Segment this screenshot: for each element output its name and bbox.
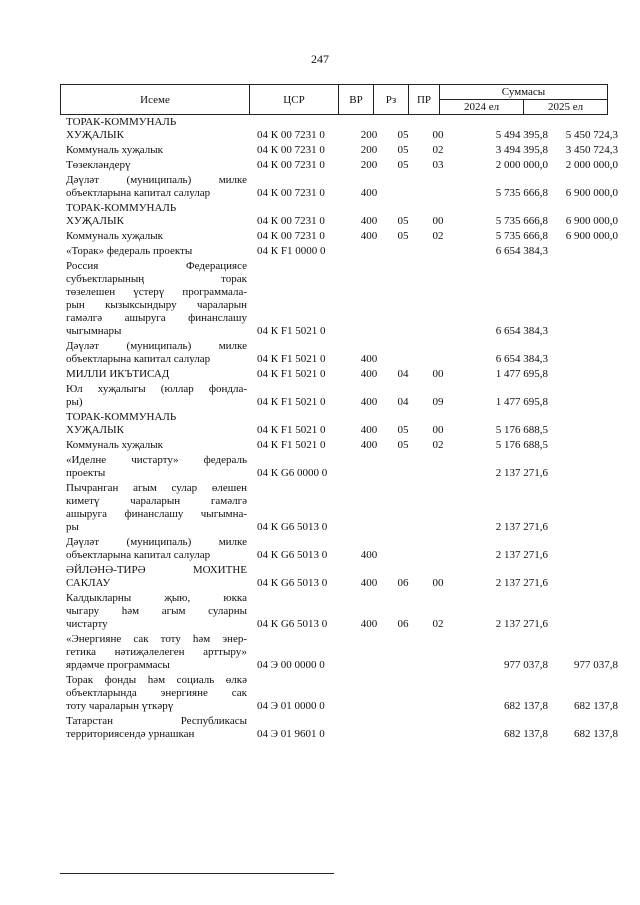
row-name-line: ТОРАК-КОММУНАЛЬ [66,411,177,423]
table-row [0,228,640,243]
row-rz: 05 [397,424,409,436]
row-pr [420,670,456,672]
row-rz [386,256,420,258]
row-sum-2024: 6 654 384,3 [495,353,548,365]
row-name-line: Калдыкларны җыю, юкка [66,592,247,604]
row-name [66,200,247,228]
row-pr: 02 [432,439,444,451]
table-row [0,366,640,381]
table-row [0,672,640,713]
row-sum-2025: 977 037,8 [574,659,618,671]
row-rz: 05 [397,129,409,141]
row-name-line: ТОРАК-КОММУНАЛЬ [66,116,177,128]
row-vr [352,670,386,672]
row-vr [352,739,386,741]
row-name-line: чыгару һәм агым суларны [66,605,247,617]
row-vr [352,336,386,338]
row-vr: 400 [360,396,378,408]
row-sum-2025 [548,629,618,631]
row-csr: 04 Э 01 9601 0 [257,728,325,740]
row-name-line: ры [66,521,79,533]
row-sum-2025 [548,256,618,258]
row-name-line: Дәүләт (муниципаль) милке [66,174,247,186]
row-name [66,437,247,452]
table-row [0,409,640,437]
row-csr: 04 К G6 0000 0 [257,467,328,479]
row-rz: 05 [397,230,409,242]
row-pr [420,198,456,200]
row-rz [386,739,420,741]
row-name [66,114,247,142]
row-sum-2025: 3 450 724,3 [565,144,618,156]
row-name-line: проекты [66,467,106,479]
budget-rows [0,114,640,741]
row-sum-2025 [548,532,618,534]
row-name-line: тоту чараларын үткәрү [66,700,174,712]
row-name [66,366,247,381]
row-csr: 04 К G6 5013 0 [257,577,328,589]
row-sum-2024: 6 654 384,3 [495,245,548,257]
row-rz [386,478,420,480]
row-csr: 04 К G6 5013 0 [257,618,328,630]
row-name-line: ашыруга финанслашу чыгымна- [66,508,247,520]
header-pr: ПР [409,85,440,115]
row-vr: 400 [360,187,378,199]
row-pr: 03 [432,159,444,171]
row-name-line: субъектларының торак [66,273,247,285]
row-name-line: САКЛАУ [66,577,111,589]
row-name-line: ХУҖАЛЫК [66,129,124,141]
row-name [66,672,247,713]
row-sum-2024: 5 735 666,8 [495,230,548,242]
row-pr [420,478,456,480]
row-sum-2025: 6 900 000,0 [565,187,618,199]
table-row [0,631,640,672]
row-name-line: объектларына капитал салулар [66,187,211,199]
row-sum-2024: 1 477 695,8 [495,396,548,408]
table-row [0,590,640,631]
row-pr [420,711,456,713]
row-sum-2024: 1 477 695,8 [495,368,548,380]
row-sum-2024: 2 000 000,0 [495,159,548,171]
table-row [0,534,640,562]
table-row [0,562,640,590]
row-name-line: чыгымнары [66,325,122,337]
row-sum-2024: 2 137 271,6 [495,521,548,533]
row-csr: 04 К F1 5021 0 [257,439,326,451]
row-name-line: ры) [66,396,83,408]
row-name [66,142,247,157]
row-rz: 06 [397,618,409,630]
header-rz: Рз [374,85,409,115]
row-csr: 04 К F1 5021 0 [257,368,326,380]
row-csr: 04 К F1 5021 0 [257,396,326,408]
table-row [0,157,640,172]
row-name-line: объектларында энергияне сак [66,687,247,699]
row-sum-2024: 682 137,8 [504,728,548,740]
row-vr: 400 [360,215,378,227]
row-name [66,157,247,172]
row-sum-2025 [548,588,618,590]
row-name-line: ТОРАК-КОММУНАЛЬ [66,202,177,214]
row-name-line: гетика нәтиҗәлелеген арттыру» [66,646,247,658]
row-pr [420,256,456,258]
row-name [66,713,247,741]
row-name-line: Дәүләт (муниципаль) милке [66,536,247,548]
row-pr [420,532,456,534]
row-name [66,258,247,338]
row-name-line: ХУҖАЛЫК [66,424,124,436]
row-csr: 04 К F1 0000 0 [257,245,326,257]
row-sum-2024: 5 735 666,8 [495,215,548,227]
row-sum-2024: 6 654 384,3 [495,325,548,337]
row-vr [352,256,386,258]
row-name [66,562,247,590]
footnote-divider [60,873,334,874]
row-pr: 02 [432,618,444,630]
row-csr: 04 Э 00 0000 0 [257,659,325,671]
row-pr: 00 [432,368,444,380]
row-sum-2025: 6 900 000,0 [565,215,618,227]
row-name [66,228,247,243]
row-name-line: объектларына капитал салулар [66,353,211,365]
header-sums: Суммасы [440,85,608,100]
row-name-line: Пычранган агым сулар өлешен [66,482,247,494]
header-name: Исеме [61,85,250,115]
table-row [0,200,640,228]
header-vr: ВР [339,85,374,115]
table-row [0,713,640,741]
row-pr [420,336,456,338]
row-sum-2024: 5 176 688,5 [495,424,548,436]
row-csr: 04 К 00 7231 0 [257,159,325,171]
row-sum-2024: 5 735 666,8 [495,187,548,199]
row-vr: 200 [360,129,378,141]
table-row [0,452,640,480]
row-csr: 04 К 00 7231 0 [257,129,325,141]
row-sum-2025 [548,336,618,338]
row-sum-2025: 5 450 724,3 [565,129,618,141]
row-name-line: рын кызыксындыру чараларын [66,299,247,311]
row-pr: 00 [432,424,444,436]
row-rz: 05 [397,144,409,156]
row-csr: 04 К F1 5021 0 [257,325,326,337]
row-name [66,172,247,200]
row-csr: 04 Э 01 0000 0 [257,700,325,712]
row-name-line: «Торак» федераль проекты [66,245,193,257]
table-row [0,142,640,157]
row-sum-2025 [548,364,618,366]
table-row [0,480,640,534]
row-pr: 02 [432,230,444,242]
row-vr: 400 [360,577,378,589]
row-sum-2025 [548,450,618,452]
row-csr: 04 К 00 7231 0 [257,187,325,199]
row-rz: 04 [397,396,409,408]
row-name-line: Коммуналь хуҗалык [66,439,164,451]
row-name [66,243,247,258]
row-rz [386,670,420,672]
row-rz [386,336,420,338]
row-vr: 400 [360,424,378,436]
row-pr [420,560,456,562]
row-vr: 200 [360,144,378,156]
row-rz: 06 [397,577,409,589]
row-name-line: объектларына капитал салулар [66,549,211,561]
row-pr: 00 [432,129,444,141]
row-vr: 400 [360,549,378,561]
row-csr: 04 К 00 7231 0 [257,144,325,156]
row-pr: 00 [432,577,444,589]
row-name [66,409,247,437]
row-sum-2024: 5 494 395,8 [495,129,548,141]
row-csr: 04 К 00 7231 0 [257,215,325,227]
row-vr [352,478,386,480]
row-rz: 04 [397,368,409,380]
row-name-line: ӘЙЛӘНӘ-ТИРӘ МОХИТНЕ [66,564,247,576]
row-rz: 05 [397,159,409,171]
row-name [66,381,247,409]
row-name-line: ярдәмче программасы [66,659,170,671]
row-name-line: Россия Федерациясе [66,260,247,272]
row-name-line: территориясендә урнашкан [66,728,195,740]
row-sum-2024: 2 137 271,6 [495,467,548,479]
row-vr: 400 [360,618,378,630]
row-name-line: Коммуналь хуҗалык [66,144,164,156]
row-name-line: Дәүләт (муниципаль) милке [66,340,247,352]
row-sum-2024: 682 137,8 [504,700,548,712]
row-rz [386,560,420,562]
row-csr: 04 К G6 5013 0 [257,549,328,561]
row-vr: 400 [360,368,378,380]
row-rz: 05 [397,439,409,451]
row-sum-2024: 5 176 688,5 [495,439,548,451]
header-2024: 2024 ел [440,100,524,115]
row-rz [386,711,420,713]
row-name-line: Коммуналь хуҗалык [66,230,164,242]
table-row [0,338,640,366]
row-vr: 400 [360,230,378,242]
row-sum-2025 [548,478,618,480]
row-sum-2024: 2 137 271,6 [495,577,548,589]
table-row [0,381,640,409]
row-name [66,480,247,534]
row-sum-2024: 2 137 271,6 [495,549,548,561]
row-sum-2025 [548,560,618,562]
row-name [66,534,247,562]
row-rz: 05 [397,215,409,227]
row-name-line: ХУҖАЛЫК [66,215,124,227]
row-vr [352,711,386,713]
table-row [0,258,640,338]
row-sum-2024: 2 137 271,6 [495,618,548,630]
row-pr [420,739,456,741]
row-sum-2025: 2 000 000,0 [565,159,618,171]
row-vr [352,532,386,534]
table-row [0,437,640,452]
row-name-line: МИЛЛИ ИКЪТИСАД [66,368,170,380]
row-vr: 400 [360,353,378,365]
row-name [66,631,247,672]
table-header [60,84,608,115]
row-csr: 04 К F1 5021 0 [257,353,326,365]
row-name-line: гамәлгә ашыруга финанслашу [66,312,247,324]
row-sum-2025: 682 137,8 [574,700,618,712]
header-csr: ЦСР [250,85,339,115]
row-name-line: «Иделне чистарту» федераль [66,454,247,466]
row-sum-2025 [548,379,618,381]
row-csr: 04 К G6 5013 0 [257,521,328,533]
row-rz [386,532,420,534]
row-pr: 09 [432,396,444,408]
row-sum-2025: 6 900 000,0 [565,230,618,242]
row-pr: 02 [432,144,444,156]
row-sum-2025 [548,435,618,437]
row-sum-2024: 977 037,8 [504,659,548,671]
row-vr: 400 [360,439,378,451]
row-name-line: «Энергияне сак тоту һәм энер- [66,633,247,645]
row-csr: 04 К 00 7231 0 [257,230,325,242]
row-pr: 00 [432,215,444,227]
table-row [0,114,640,142]
header-2025: 2025 ел [524,100,608,115]
table-row [0,243,640,258]
row-name-line: киметү чараларын гамәлгә [66,495,247,507]
row-sum-2025 [548,407,618,409]
row-name [66,338,247,366]
row-name-line: Юл хуҗалыгы (юллар фондла- [66,383,247,395]
row-sum-2024: 3 494 395,8 [495,144,548,156]
table-row [0,172,640,200]
row-name-line: төзелешен үстерү программала- [66,286,247,298]
row-name [66,590,247,631]
row-name-line: чистарту [66,618,108,630]
page-number: 247 [311,52,329,66]
row-csr: 04 К F1 5021 0 [257,424,326,436]
row-name [66,452,247,480]
row-name-line: Татарстан Республикасы [66,715,247,727]
row-rz [386,198,420,200]
row-sum-2025: 682 137,8 [574,728,618,740]
row-vr: 200 [360,159,378,171]
row-name-line: Төзекләндерү [66,159,131,171]
row-name-line: Торак фонды һәм социаль өлкә [66,674,247,686]
